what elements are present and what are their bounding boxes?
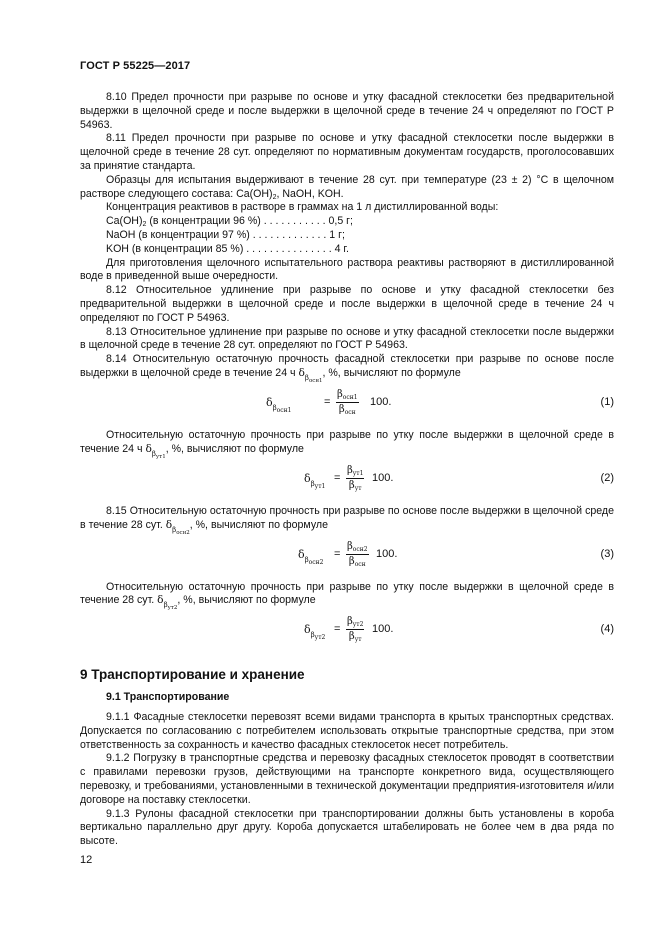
formula-3-fraction xyxy=(346,541,369,568)
beta-glyph: β xyxy=(163,601,168,610)
paragraph-8-11: 8.11 Предел прочности при разрыве по основе и утку фасадной стеклосетки после выдержки в щелочной среде в течение 28 сут. определяют по нормативным документам государств, проголосовавших за принятие стандарта. xyxy=(80,132,614,172)
equals-sign: = xyxy=(334,471,341,484)
yt1-text-end: , %, вычисляют по формуле xyxy=(165,442,304,455)
concentration-koh: KOH (в концентрации 85 %) . . . . . . . . . . . . . . . 4 г. xyxy=(106,242,349,255)
denominator xyxy=(346,555,369,568)
numerator xyxy=(346,465,364,479)
caoh2-subscript: 2 xyxy=(142,221,147,229)
yt1-text: Относительную остаточную прочность при разрыве по утку после выдержки в щелочной среде в течение 24 ч xyxy=(80,428,614,455)
osn-subscript: осн xyxy=(344,408,356,416)
formula-2-lhs xyxy=(304,471,326,490)
yt-subscript: ут xyxy=(354,636,362,644)
formula-number-3: (3) xyxy=(600,547,614,560)
osn1-subscript: осн1 xyxy=(276,406,292,414)
page-number: 12 xyxy=(80,854,93,866)
paragraph-8-12: 8.12 Относительное удлинение при разрыве по основе и утку фасадной стеклосетки без предварительной выдержки в щелочной среде и после выдержки в щелочной среде в течение 24 ч определяют по ГОСТ Р 54963. xyxy=(80,284,614,324)
p8-14-text-end: , %, вычисляют по формуле xyxy=(322,366,461,379)
beta-glyph: β xyxy=(310,631,315,640)
equals-sign: = xyxy=(324,395,331,408)
multiplier: 100. xyxy=(370,395,392,408)
paragraph-yt1 xyxy=(80,428,614,460)
section-9-heading: 9 Транспортирование и хранение xyxy=(80,667,305,683)
beta-glyph: β xyxy=(347,616,353,628)
beta-glyph: β xyxy=(347,464,353,476)
beta-glyph: β xyxy=(337,388,343,400)
delta-glyph: δ xyxy=(304,623,311,637)
osn2-subscript: осн2 xyxy=(308,558,324,566)
paragraph-9-1-2: 9.1.2 Погрузку в транспортные средства и перевозку фасадных стеклосеток проводят в соответствии с правилами перевозки грузов, действующими на транспорте конкретного вида, осуществляющего перевозку, и требованиями, установленными в технической документации предприятия-изготовителя и/или договоре на поставку стеклосетки. xyxy=(80,752,614,806)
delta-glyph: δ xyxy=(165,518,173,531)
beta-glyph: β xyxy=(348,479,355,491)
paragraph-concentration-title: Концентрация реактивов в растворе в граммах на 1 л дистиллированной воды: xyxy=(106,201,499,214)
formula-2 xyxy=(80,463,614,499)
denominator xyxy=(346,630,364,643)
paragraph-8-10: 8.10 Предел прочности при разрыве по основе и утку фасадной стеклосетки без предварительной выдержки в щелочной среде и после выдержки в щелочной среде в течение 24 ч определяют по ГОСТ Р 54963. xyxy=(80,91,614,131)
yt2-text-end: , %, вычисляют по формуле xyxy=(177,594,316,607)
yt2-subscript: ут2 xyxy=(352,621,364,629)
yt1-subscript: ут1 xyxy=(155,453,166,460)
yt2-subscript: ут2 xyxy=(167,605,178,612)
delta-glyph: δ xyxy=(298,547,305,561)
equals-sign: = xyxy=(334,547,341,560)
numerator xyxy=(336,389,359,403)
yt-subscript: ут xyxy=(354,484,362,492)
osn1-subscript: осн1 xyxy=(342,393,358,401)
formula-3 xyxy=(80,539,614,575)
delta-glyph: δ xyxy=(145,442,152,455)
beta-glyph: β xyxy=(338,403,345,415)
delta-symbol-osn2 xyxy=(165,518,190,536)
multiplier: 100. xyxy=(372,471,394,484)
formula-1-fraction xyxy=(336,389,359,416)
subsection-9-1-heading: 9.1 Транспортирование xyxy=(106,691,230,704)
paragraph-9-1-3: 9.1.3 Рулоны фасадной стеклосетки при транспортировании должны быть установлены в короба вертикально параллельно друг другу. Короба допускается штабелировать не более чем в два ряда по высоте. xyxy=(80,807,614,848)
p8-15-text: 8.15 Относительную остаточную прочность при разрыве по основе после выдержки в щелочной среде в течение 28 сут. xyxy=(80,504,614,531)
yt1-subscript: ут1 xyxy=(352,469,364,477)
document-header: ГОСТ Р 55225—2017 xyxy=(80,60,191,72)
beta-glyph: β xyxy=(272,403,277,412)
numerator xyxy=(346,541,369,555)
osn2-subscript: осн2 xyxy=(352,545,368,553)
beta-glyph: β xyxy=(348,555,355,567)
formula-4 xyxy=(80,614,614,650)
osn-subscript: осн xyxy=(354,560,366,568)
beta-glyph: β xyxy=(172,525,177,534)
yt1-subscript: ут1 xyxy=(314,482,326,490)
formula-4-fraction xyxy=(346,616,364,643)
delta-symbol-osn1 xyxy=(298,366,323,384)
multiplier: 100. xyxy=(376,547,398,560)
formula-number-4: (4) xyxy=(600,623,614,636)
delta-glyph: δ xyxy=(304,471,311,485)
paragraph-9-1-1: 9.1.1 Фасадные стеклосетки перевозят всеми видами транспорта в крытых транспортных средствах. Допускается по согласованию с потребителем использовать открытые транспортные средства, при этом ответственность за сохранность и качество фасадных стеклосеток несет потребитель. xyxy=(80,710,614,751)
osn1-subscript: осн1 xyxy=(308,377,323,384)
paragraph-8-13: 8.13 Относительное удлинение при разрыве по основе и утку фасадной стеклосетки после выдержки в щелочной среде в течение 28 сут. определяют по ГОСТ Р 54963. xyxy=(80,325,614,352)
document-body xyxy=(80,91,614,849)
formula-3-lhs xyxy=(298,547,324,566)
paragraph-8-14 xyxy=(80,353,614,384)
formula-1 xyxy=(80,387,614,423)
paragraph-yt2 xyxy=(80,580,614,612)
multiplier: 100. xyxy=(372,623,394,636)
samples-text: Образцы для испытания выдерживают в течение 28 сут. при температуре (23 ± 2) °С в щелочном растворе следующего состава: Ca(OH) xyxy=(80,173,614,200)
concentration-naoh: NaOH (в концентрации 97 %) . . . . . . . . . . . . . 1 г; xyxy=(106,228,345,241)
beta-glyph: β xyxy=(151,449,156,458)
delta-glyph: δ xyxy=(266,395,273,409)
formula-number-2: (2) xyxy=(600,471,614,484)
p8-14-text: 8.14 Относительную остаточную прочность фасадной стеклосетки при разрыве по основе после выдержки в щелочной среде в течение 24 ч xyxy=(80,353,614,379)
beta-glyph: β xyxy=(347,540,353,552)
beta-glyph: β xyxy=(304,555,309,564)
samples-text-end: , NaOH, KOH. xyxy=(276,187,344,200)
beta-glyph: β xyxy=(304,373,309,382)
caoh2-amount: (в концентрации 96 %) . . . . . . . . . . . 0,5 г; xyxy=(146,215,353,228)
delta-symbol-yt2 xyxy=(157,594,178,612)
caoh2-name: Ca(OH) xyxy=(106,215,143,228)
delta-glyph: δ xyxy=(298,366,305,379)
formula-4-lhs xyxy=(304,623,326,642)
samples-subscript: 2 xyxy=(272,193,277,201)
p8-15-text-end: , %, вычисляют по формуле xyxy=(189,518,328,531)
denominator xyxy=(336,403,359,416)
beta-glyph: β xyxy=(310,479,315,488)
denominator xyxy=(346,479,364,492)
equals-sign: = xyxy=(334,623,341,636)
formula-1-lhs xyxy=(266,395,292,414)
formula-number-1: (1) xyxy=(600,395,614,408)
paragraph-samples xyxy=(80,174,614,202)
formula-2-fraction xyxy=(346,465,364,492)
delta-symbol-yt1 xyxy=(145,442,166,460)
yt2-text: Относительную остаточную прочность при разрыве по утку после выдержки в щелочной среде в течение 28 сут. xyxy=(80,580,614,607)
beta-glyph: β xyxy=(348,631,355,643)
osn2-subscript: осн2 xyxy=(176,529,190,536)
numerator xyxy=(346,616,364,630)
delta-glyph: δ xyxy=(157,594,164,607)
concentration-caoh2 xyxy=(80,215,614,229)
paragraph-8-15 xyxy=(80,504,614,536)
paragraph-preparation: Для приготовления щелочного испытательного раствора реактивы растворяют в дистиллированной воде в приведенной выше очередности. xyxy=(80,256,614,283)
yt2-subscript: ут2 xyxy=(314,634,326,642)
